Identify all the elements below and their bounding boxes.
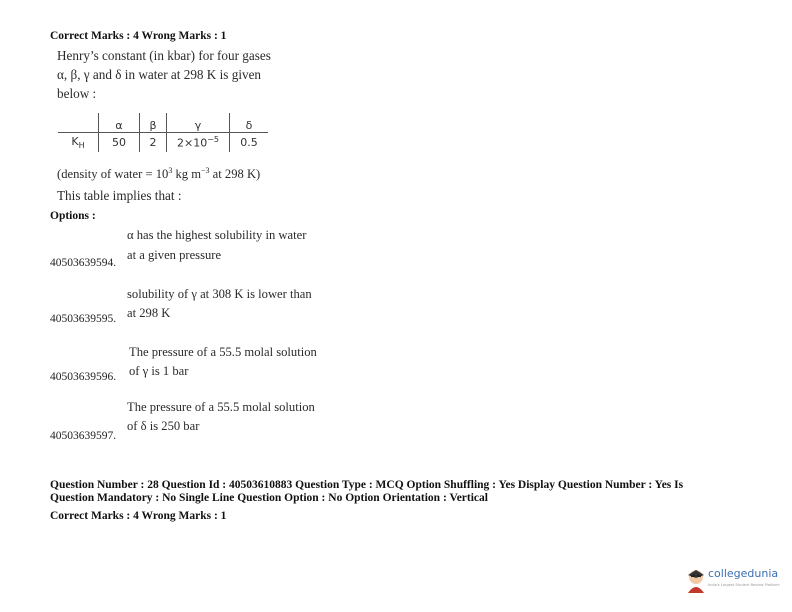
option-1-line-2: at a given pressure bbox=[127, 248, 222, 262]
table-header-row bbox=[58, 113, 268, 133]
gas-delta-header: δ bbox=[230, 113, 269, 133]
question-implies: This table implies that : bbox=[57, 188, 182, 203]
option-1-id: 40503639594. bbox=[50, 257, 117, 269]
options-label: Options : bbox=[50, 210, 96, 222]
gas-alpha-header: α bbox=[99, 113, 140, 133]
next-question-line-1: Question Number : 28 Question Id : 40503610883 Question Type : MCQ Option Shuffling : Yes Display Question Number : Yes Is bbox=[50, 479, 684, 491]
option-1-line-1: α has the highest solubility in water bbox=[127, 228, 307, 242]
option-2-id: 40503639595. bbox=[50, 313, 117, 325]
option-3-line-2: of γ is 1 bar bbox=[129, 364, 189, 378]
option-3-line-1: The pressure of a 55.5 molal solution bbox=[129, 345, 317, 359]
option-2-line-2: at 298 K bbox=[127, 306, 171, 320]
option-3-id: 40503639596. bbox=[50, 371, 117, 383]
logo-wordmark: collegedunia bbox=[708, 567, 779, 580]
gas-beta-header: β bbox=[140, 113, 167, 133]
henry-constant-table bbox=[58, 113, 268, 152]
beta-value: 2 bbox=[140, 133, 167, 153]
gas-gamma-header: γ bbox=[167, 113, 230, 133]
logo-tagline: India's Largest Student Review Platform bbox=[708, 583, 780, 587]
gamma-value: $2\times 10^{-5}$ bbox=[167, 133, 230, 153]
student-avatar-icon bbox=[684, 566, 708, 594]
question-line-1: Henry’s constant (in kbar) for four gases bbox=[57, 48, 271, 63]
option-2-line-1: solubility of γ at 308 K is lower than bbox=[127, 287, 312, 301]
question-line-2: α, β, γ and δ in water at 298 K is given bbox=[57, 67, 262, 82]
option-4-id: 40503639597. bbox=[50, 430, 117, 442]
question-line-3: below : bbox=[57, 86, 97, 101]
marks-header: Correct Marks : 4 Wrong Marks : 1 bbox=[50, 30, 227, 42]
density-note: (density of water = $10^3$ kg $m^{-3}$ at 298 K) bbox=[57, 166, 261, 182]
delta-value: 0.5 bbox=[230, 133, 269, 153]
next-question-marks: Correct Marks : 4 Wrong Marks : 1 bbox=[50, 510, 227, 522]
option-4-line-2: of δ is 250 bar bbox=[127, 419, 200, 433]
next-question-line-2: Question Mandatory : No Single Line Question Option : No Option Orientation : Vertical bbox=[50, 492, 488, 504]
kh-label: $K_H$ bbox=[58, 133, 99, 153]
option-4-line-1: The pressure of a 55.5 molal solution bbox=[127, 400, 315, 414]
alpha-value: 50 bbox=[99, 133, 140, 153]
table-value-row bbox=[58, 133, 268, 153]
